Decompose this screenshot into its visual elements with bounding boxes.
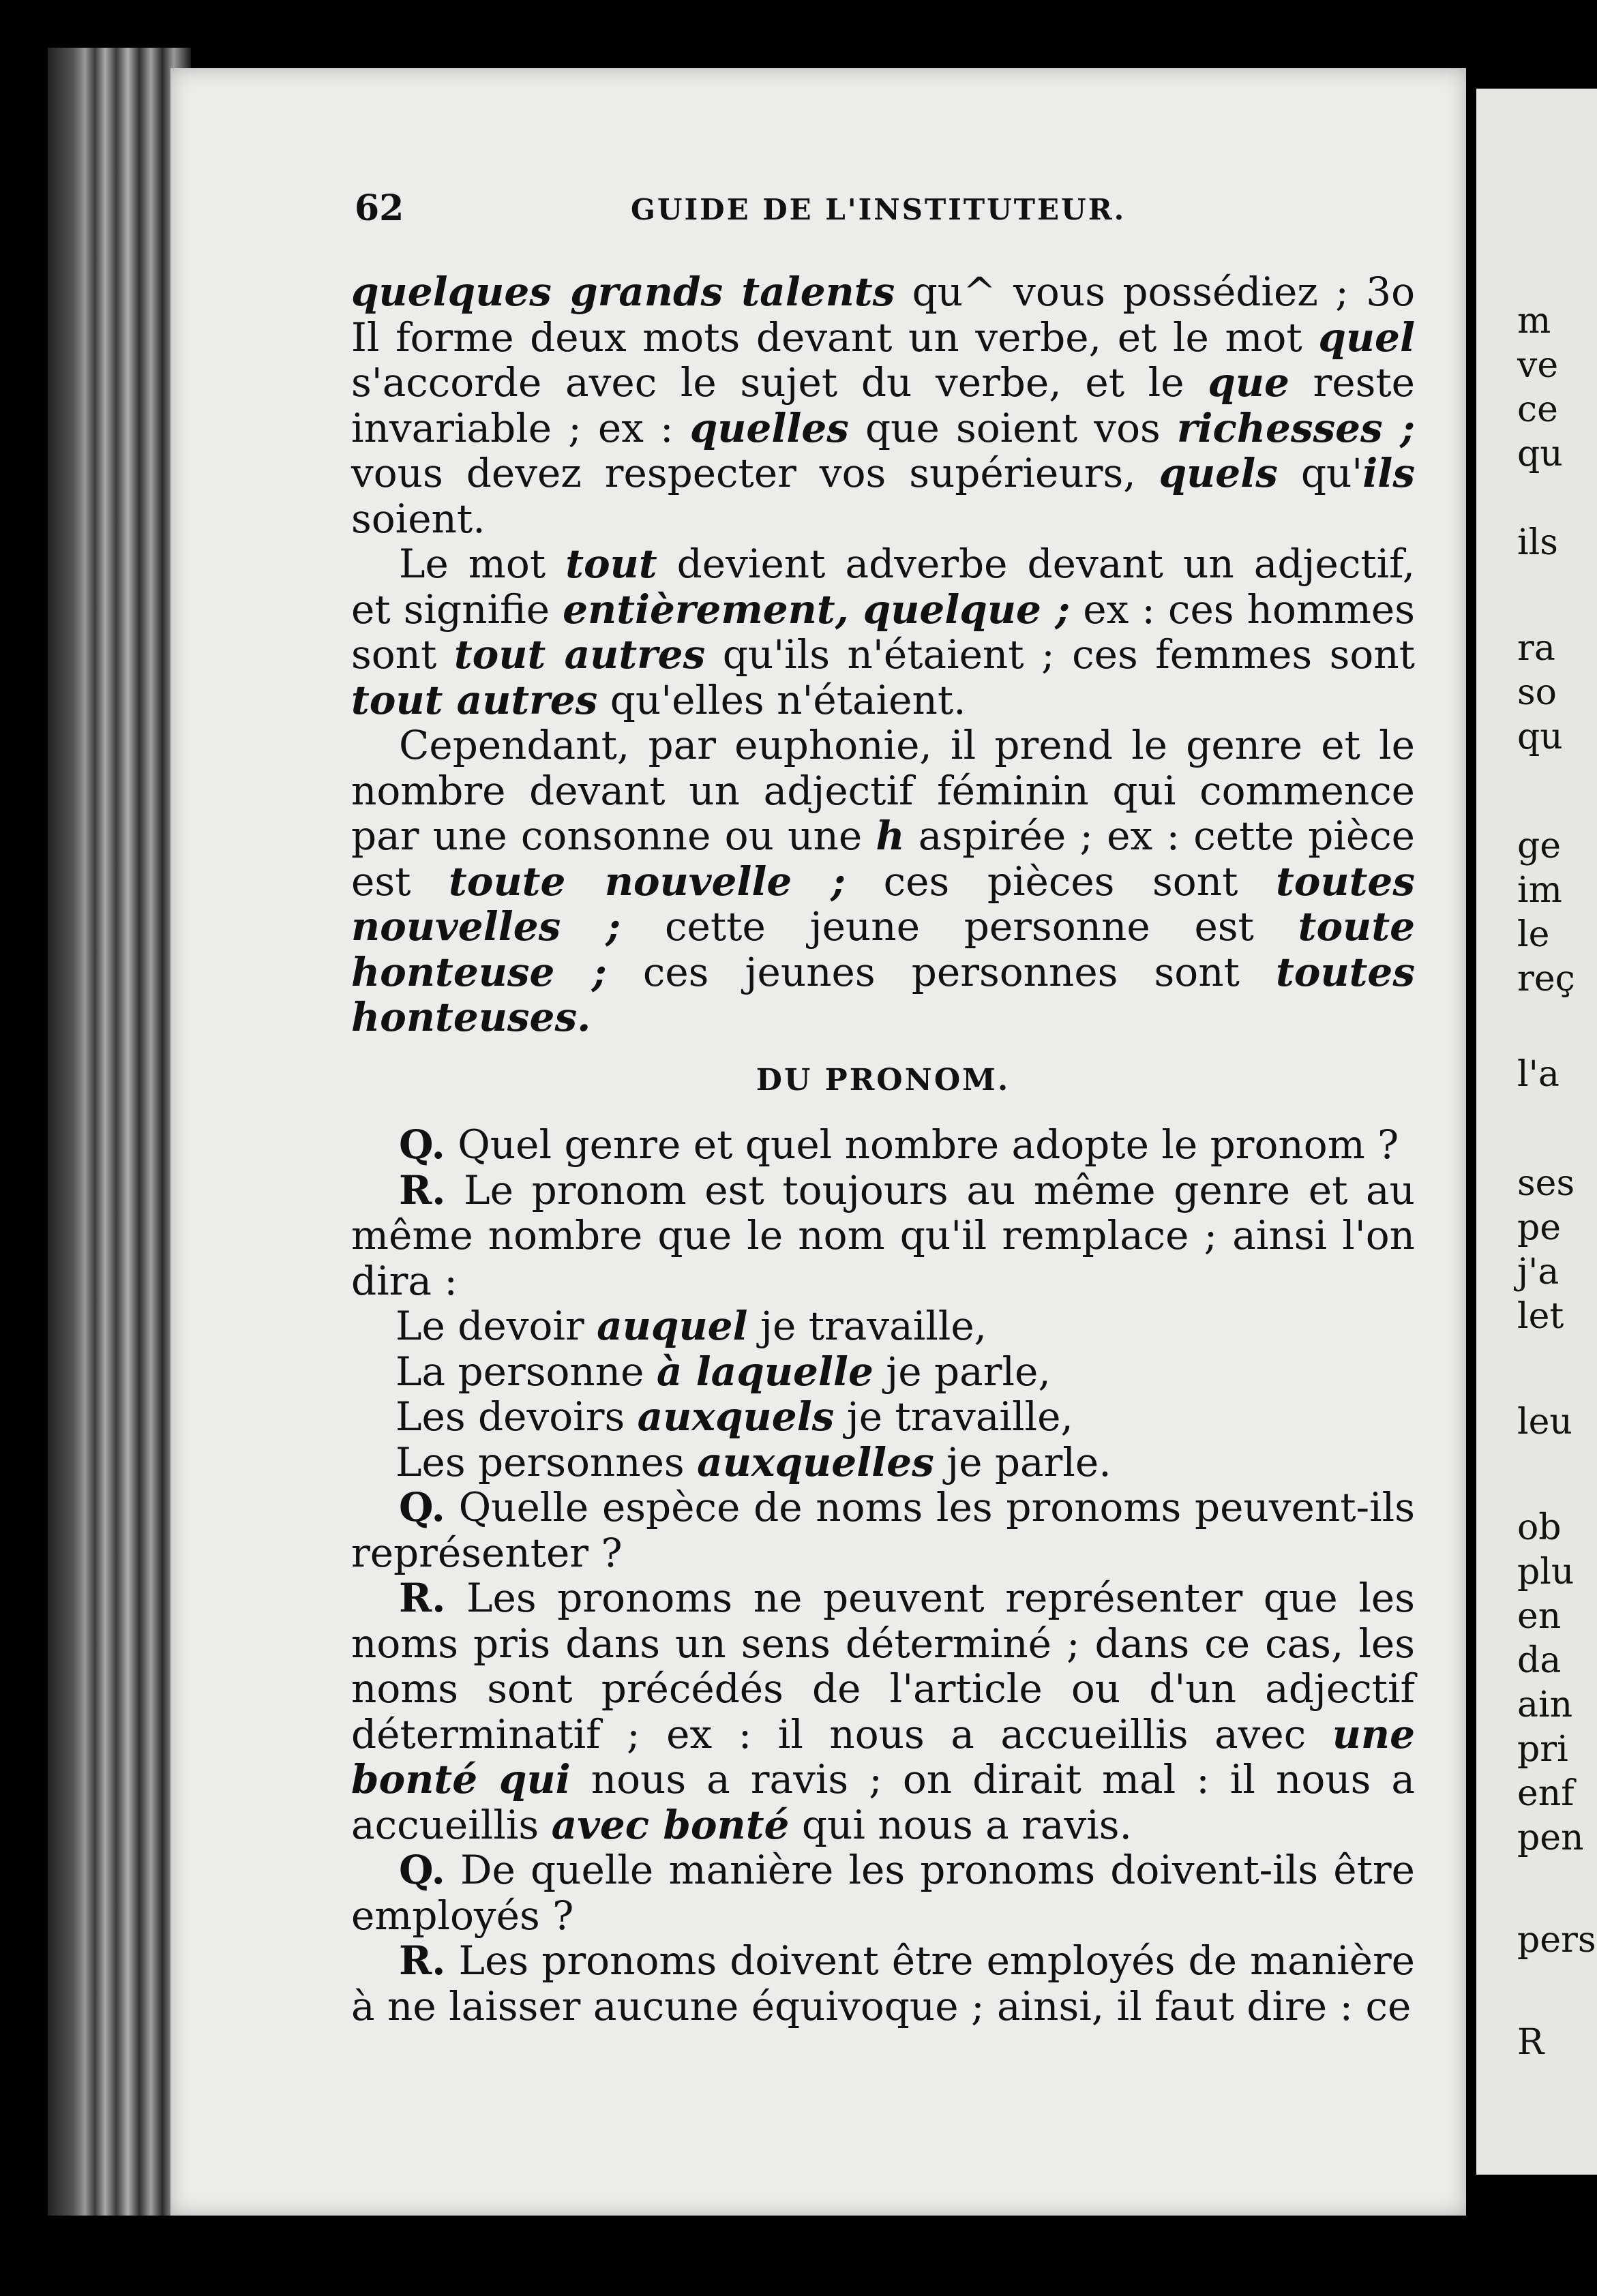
text-run: ces pièces sont [846, 858, 1276, 905]
fragment: let [1517, 1296, 1564, 1337]
text-run: je travaille, [747, 1303, 987, 1349]
italic-phrase: avec bonté [551, 1801, 790, 1848]
example-line [351, 1303, 1415, 1349]
italic-phrase: toutes nouvelles ; [351, 858, 1415, 950]
text-run: qui nous a ravis. [789, 1801, 1132, 1848]
fragment: so [1517, 672, 1557, 713]
text-run: Les personnes [395, 1438, 698, 1485]
italic-phrase: ils [1362, 450, 1415, 496]
text-run: reste invariable ; ex : [351, 359, 1415, 451]
italic-phrase: auxquels [637, 1393, 835, 1440]
page-header [355, 187, 1597, 235]
fragment: enf [1517, 1773, 1574, 1814]
italic-phrase: quelles [689, 404, 849, 451]
text-run: ex : ces hommes sont [351, 586, 1415, 678]
answer [351, 1938, 1415, 2029]
page-body [351, 269, 1415, 2029]
fragment: qu [1517, 716, 1563, 757]
fragment: qu [1517, 434, 1563, 474]
answer [351, 1168, 1415, 1304]
fragment: l'a [1517, 1054, 1559, 1095]
example-line [351, 1394, 1415, 1440]
italic-phrase: toutes honteuses. [351, 948, 1415, 1040]
italic-phrase: auxquelles [697, 1438, 934, 1485]
text-run: Le devoir [395, 1303, 597, 1349]
italic-phrase: auquel [597, 1303, 748, 1349]
question-text: De quelle manière les pronoms doivent-ils être employés ? [351, 1847, 1415, 1939]
fragment: ce [1517, 389, 1558, 430]
text-run: qu' [1277, 450, 1363, 496]
text-run: La personne [395, 1348, 657, 1395]
italic-phrase: quel [1318, 314, 1415, 361]
fragment: ve [1517, 345, 1559, 386]
answer-label: R. [399, 1575, 446, 1621]
section-title: DU PRONOM. [756, 1062, 1011, 1098]
fragment: im [1517, 870, 1562, 911]
text-run: qu^ vous possédiez ; 3o Il forme deux mots devant un verbe, et le mot [351, 269, 1416, 361]
italic-phrase: toute honteuse ; [351, 903, 1416, 995]
text-run: Cependant, par euphonie, il prend le genre et le nombre devant un adjectif féminin qui commence par une consonne ou une [351, 722, 1415, 859]
fragment: en [1517, 1596, 1562, 1637]
facing-page-fragment [1476, 89, 1597, 2175]
italic-phrase: que [1208, 359, 1289, 406]
paragraph [351, 541, 1415, 723]
text-run: qu'elles n'étaient. [597, 676, 966, 723]
text-run: je parle. [934, 1438, 1111, 1485]
text-run: je parle, [873, 1348, 1051, 1395]
text-run: soient. [351, 495, 486, 542]
fragment: ils [1517, 522, 1558, 563]
question-label: Q. [399, 1847, 445, 1893]
italic-phrase: toute nouvelle ; [449, 858, 846, 905]
text-run: devient adverbe devant un adjectif, et signifie [351, 541, 1416, 633]
fragment: ob [1517, 1507, 1562, 1548]
italic-phrase: tout autres [453, 631, 706, 678]
fragment: pri [1517, 1729, 1568, 1770]
text-run: cette jeune personne est [621, 903, 1298, 950]
italic-phrase: à laquelle [656, 1348, 874, 1395]
italic-phrase: richesses ; [1176, 404, 1415, 451]
text-run: qu'ils n'étaient ; ces femmes sont [705, 631, 1415, 678]
question-label: Q. [399, 1121, 445, 1168]
paragraph [351, 269, 1415, 541]
paragraph [351, 723, 1415, 1040]
text-run: Le mot [399, 541, 566, 587]
text-run: s'accorde avec le sujet du verbe, et le [351, 359, 1208, 406]
example-line [351, 1349, 1415, 1395]
fragment: m [1517, 301, 1551, 342]
text-run: nous a ravis ; on dirait mal : il nous a accueillis [351, 1756, 1415, 1848]
italic-phrase: h [876, 813, 905, 859]
fragment: R [1517, 2022, 1544, 2063]
question-text: Quel genre et quel nombre adopte le pronom ? [445, 1121, 1399, 1168]
fragment: le [1517, 914, 1550, 955]
answer-label: R. [399, 1166, 446, 1213]
answer-text: Le pronom est toujours au même genre et au même nombre que le nom qu'il remplace ; ainsi l'on dira : [351, 1166, 1415, 1304]
fragment: j'a [1517, 1252, 1559, 1293]
text-run: Les devoirs [395, 1393, 638, 1440]
fragment: pers [1517, 1920, 1596, 1961]
fragment: ge [1517, 826, 1562, 866]
text-run: ces jeunes personnes sont [606, 948, 1276, 995]
question [351, 1847, 1415, 1938]
question [351, 1122, 1415, 1168]
italic-phrase: une bonté qui [351, 1710, 1415, 1802]
answer-text: Les pronoms doivent être employés de manière à ne laisser aucune équivoque ; ainsi, il faut dire : ce [351, 1937, 1415, 2029]
fragment: ain [1517, 1685, 1573, 1725]
answer-label: R. [399, 1937, 446, 1984]
text-run: aspirée ; ex : cette pièce est [351, 813, 1415, 905]
text-run: je travaille, [834, 1393, 1073, 1440]
italic-phrase: tout [565, 541, 657, 587]
fragment: pen [1517, 1817, 1584, 1858]
page-edges [48, 48, 191, 2216]
text-run: Les pronoms ne peuvent représenter que les noms pris dans un sens déterminé ; dans ce cas, les noms sont précédés de l'article ou d'un adjectif déterminatif ; ex : il nous a accueillis avec [351, 1575, 1415, 1757]
fragment: reç [1517, 958, 1575, 999]
fragment: ses [1517, 1163, 1575, 1204]
fragment: leu [1517, 1402, 1572, 1442]
question [351, 1485, 1415, 1575]
fragment: ra [1517, 628, 1555, 669]
running-head: GUIDE DE L'INSTITUTEUR. [631, 193, 1126, 226]
italic-phrase: tout autres [351, 676, 598, 723]
fragment: pe [1517, 1207, 1562, 1248]
text-run: que soient vos [848, 404, 1177, 451]
question-text: Quelle espèce de noms les pronoms peuvent-ils représenter ? [351, 1484, 1415, 1576]
italic-phrase: quels [1159, 450, 1278, 496]
example-line [351, 1440, 1415, 1485]
italic-phrase: entièrement, quelque ; [563, 586, 1071, 633]
page-number: 62 [355, 187, 404, 229]
answer [351, 1575, 1415, 1847]
fragment: da [1517, 1640, 1562, 1681]
question-label: Q. [399, 1484, 445, 1530]
text-run: vous devez respecter vos supérieurs, [351, 450, 1159, 496]
fragment: plu [1517, 1552, 1574, 1592]
italic-phrase: quelques grands talents [351, 269, 895, 315]
